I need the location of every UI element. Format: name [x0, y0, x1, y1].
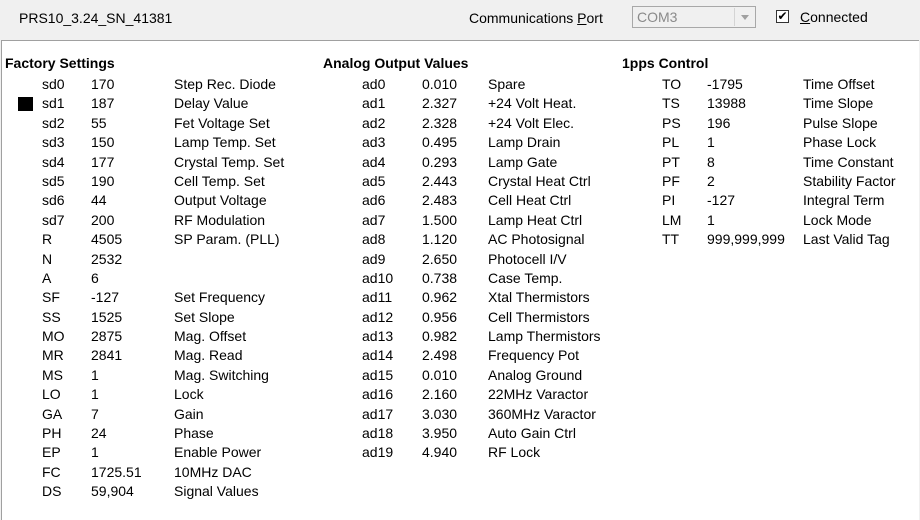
factory-setting-desc: Gain	[174, 405, 204, 422]
analog-output-row[interactable]	[322, 212, 622, 231]
top-bar	[0, 0, 920, 38]
pps-control-code: PF	[662, 172, 680, 189]
factory-setting-row[interactable]	[2, 95, 322, 114]
analog-output-row[interactable]	[322, 251, 622, 270]
factory-setting-desc: RF Modulation	[174, 211, 266, 228]
pps-control-code: PS	[662, 114, 681, 131]
comm-port-value: COM3	[637, 9, 678, 25]
analog-output-desc: Lamp Gate	[488, 153, 558, 170]
pps-control-value: 999,999,999	[707, 231, 785, 248]
pps-control-desc: Stability Factor	[803, 172, 896, 189]
settings-panel	[1, 40, 919, 520]
analog-output-desc: Frequency Pot	[488, 347, 580, 364]
pps-control-code: PT	[662, 153, 680, 170]
analog-output-code: ad12	[362, 308, 394, 325]
factory-setting-code: DS	[42, 483, 62, 500]
factory-setting-code: MR	[42, 347, 64, 364]
pps-control-value: 8	[707, 153, 715, 170]
factory-setting-row[interactable]	[2, 347, 322, 366]
factory-setting-row[interactable]	[2, 154, 322, 173]
analog-output-desc: +24 Volt Elec.	[488, 114, 575, 131]
factory-setting-row[interactable]	[2, 425, 322, 444]
pps-control-value: -127	[707, 192, 736, 209]
factory-setting-row[interactable]	[2, 251, 322, 270]
analog-output-value: 3.030	[422, 405, 458, 422]
analog-output-desc: Lamp Drain	[488, 134, 561, 151]
analog-output-code: ad4	[362, 153, 386, 170]
analog-output-value: 3.950	[422, 425, 458, 442]
factory-setting-value: 44	[91, 192, 107, 209]
factory-setting-code: sd0	[42, 76, 65, 92]
analog-output-desc: Case Temp.	[488, 269, 563, 286]
factory-setting-value: 6	[91, 269, 99, 286]
factory-setting-code: R	[42, 231, 53, 248]
analog-output-code: ad11	[362, 289, 393, 306]
analog-output-code: ad15	[362, 366, 394, 383]
factory-setting-code: FC	[42, 463, 61, 480]
factory-setting-desc: Signal Values	[174, 483, 259, 500]
analog-output-value: 2.483	[422, 192, 458, 209]
analog-output-desc: Lamp Heat Ctrl	[488, 211, 583, 228]
factory-setting-desc: Crystal Temp. Set	[174, 153, 285, 170]
pps-control-row[interactable]	[622, 173, 918, 192]
factory-setting-code: sd4	[42, 153, 65, 170]
pps-control-code: LM	[662, 211, 682, 228]
analog-output-row[interactable]	[322, 309, 622, 328]
comm-port-select[interactable]	[632, 6, 756, 28]
factory-setting-code: EP	[42, 444, 61, 461]
pps-control-value: 1	[707, 134, 715, 151]
factory-settings-heading: Factory Settings	[5, 55, 115, 71]
analog-output-value: 0.962	[422, 289, 458, 306]
analog-output-row[interactable]	[322, 386, 622, 405]
factory-setting-desc: Enable Power	[174, 444, 262, 461]
pps-control-code: TT	[662, 231, 680, 248]
factory-setting-row[interactable]	[2, 134, 322, 153]
pps-control-code: TO	[662, 76, 682, 92]
factory-setting-desc: Mag. Read	[174, 347, 243, 364]
factory-setting-row[interactable]	[2, 212, 322, 231]
pps-control-row[interactable]	[622, 134, 918, 153]
analog-output-value: 2.498	[422, 347, 458, 364]
device-title: PRS10_3.24_SN_41381	[19, 10, 173, 26]
pps-control-desc: Time Slope	[803, 95, 874, 112]
analog-output-row[interactable]	[322, 154, 622, 173]
pps-control-value: 13988	[707, 95, 746, 112]
factory-setting-desc: Mag. Switching	[174, 366, 269, 383]
analog-output-row[interactable]	[322, 425, 622, 444]
factory-setting-desc: Set Frequency	[174, 289, 266, 306]
pps-control-heading: 1pps Control	[622, 55, 709, 71]
comm-port-label	[469, 10, 603, 26]
analog-output-code: ad10	[362, 269, 394, 286]
factory-setting-value: -127	[91, 289, 120, 306]
analog-output-value: 0.495	[422, 134, 458, 151]
factory-setting-row[interactable]	[2, 386, 322, 405]
analog-output-desc: Cell Thermistors	[488, 308, 590, 325]
factory-setting-value: 200	[91, 211, 115, 228]
analog-output-code: ad17	[362, 405, 394, 422]
comm-port-label-pre: Communications	[469, 10, 578, 26]
analog-output-code: ad8	[362, 231, 386, 248]
analog-output-code: ad18	[362, 425, 394, 442]
factory-setting-desc: SP Param. (PLL)	[174, 231, 280, 248]
factory-setting-value: 170	[91, 76, 115, 92]
pps-control-desc: Lock Mode	[803, 211, 872, 228]
factory-setting-value: 1	[91, 444, 99, 461]
analog-output-code: ad1	[362, 95, 386, 112]
pps-control-row[interactable]	[622, 76, 918, 95]
factory-setting-code: SS	[42, 308, 61, 325]
analog-output-desc: Spare	[488, 76, 526, 92]
factory-setting-code: sd7	[42, 211, 65, 228]
analog-output-desc: Lamp Thermistors	[488, 328, 601, 345]
analog-output-value: 0.956	[422, 308, 458, 325]
analog-output-value: 4.940	[422, 444, 458, 461]
selected-row-marker-icon	[18, 97, 33, 111]
factory-setting-row[interactable]	[2, 328, 322, 347]
analog-output-desc: Analog Ground	[488, 366, 583, 383]
factory-setting-row[interactable]	[2, 444, 322, 463]
analog-output-value: 2.160	[422, 386, 458, 403]
pps-control-desc: Integral Term	[803, 192, 885, 209]
pps-control-row[interactable]	[622, 192, 918, 211]
factory-setting-row[interactable]	[2, 309, 322, 328]
factory-setting-value: 2532	[91, 250, 123, 267]
analog-output-code: ad16	[362, 386, 394, 403]
analog-output-value: 0.010	[422, 76, 458, 92]
analog-output-desc: Cell Heat Ctrl	[488, 192, 572, 209]
analog-output-code: ad9	[362, 250, 386, 267]
factory-setting-value: 1725.51	[91, 463, 142, 480]
factory-setting-row[interactable]	[2, 406, 322, 425]
pps-control-row[interactable]	[622, 95, 918, 114]
comm-port-dropdown-button[interactable]	[734, 8, 754, 26]
analog-output-row[interactable]	[322, 115, 622, 134]
factory-setting-value: 2875	[91, 328, 123, 345]
analog-output-row[interactable]	[322, 444, 622, 463]
analog-output-row[interactable]	[322, 367, 622, 386]
connected-checkbox[interactable]: ✔	[777, 9, 788, 23]
pps-control-desc: Time Offset	[803, 76, 875, 92]
factory-setting-row[interactable]	[2, 367, 322, 386]
pps-control-row[interactable]	[622, 115, 918, 134]
factory-setting-code: sd6	[42, 192, 65, 209]
factory-setting-row[interactable]	[2, 115, 322, 134]
analog-output-code: ad5	[362, 172, 386, 189]
pps-control-desc: Time Constant	[803, 153, 894, 170]
analog-output-code: ad6	[362, 192, 386, 209]
factory-setting-desc: Phase	[174, 425, 214, 442]
analog-output-desc: +24 Volt Heat.	[488, 95, 577, 112]
pps-control-code: PL	[662, 134, 680, 151]
analog-output-row[interactable]	[322, 328, 622, 347]
pps-control-desc: Phase Lock	[803, 134, 877, 151]
factory-setting-code: SF	[42, 289, 60, 306]
factory-setting-code: PH	[42, 425, 62, 442]
factory-setting-code: LO	[42, 386, 61, 403]
factory-setting-value: 190	[91, 172, 115, 189]
factory-setting-row[interactable]	[2, 76, 322, 95]
analog-output-row[interactable]	[322, 134, 622, 153]
factory-setting-value: 55	[91, 114, 107, 131]
analog-output-value: 1.120	[422, 231, 458, 248]
factory-setting-code: A	[42, 269, 52, 286]
pps-control-desc: Last Valid Tag	[803, 231, 890, 248]
analog-output-value: 2.650	[422, 250, 458, 267]
analog-output-value: 0.010	[422, 366, 458, 383]
pps-control-list	[622, 76, 918, 251]
factory-setting-value: 1	[91, 366, 99, 383]
analog-output-desc: Crystal Heat Ctrl	[488, 172, 591, 189]
factory-setting-value: 1525	[91, 308, 123, 325]
pps-control-value: 196	[707, 114, 731, 131]
factory-setting-value: 24	[91, 425, 107, 442]
connected-label-key: C	[800, 9, 811, 25]
analog-output-list	[322, 76, 622, 464]
comm-port-label-key: P	[577, 10, 587, 26]
analog-output-desc: AC Photosignal	[488, 231, 585, 248]
factory-setting-row[interactable]	[2, 231, 322, 250]
analog-output-desc: Auto Gain Ctrl	[488, 425, 576, 442]
analog-output-desc: 360MHz Varactor	[488, 405, 596, 422]
analog-output-code: ad2	[362, 114, 386, 131]
analog-output-row[interactable]	[322, 76, 622, 95]
analog-output-code: ad14	[362, 347, 394, 364]
analog-output-row[interactable]	[322, 347, 622, 366]
analog-output-desc: Photocell I/V	[488, 250, 567, 267]
factory-setting-value: 59,904	[91, 483, 134, 500]
analog-output-code: ad7	[362, 211, 386, 228]
chevron-down-icon	[741, 15, 749, 20]
factory-setting-desc: Lock	[174, 386, 204, 403]
analog-output-row[interactable]	[322, 95, 622, 114]
factory-setting-desc: Output Voltage	[174, 192, 267, 209]
factory-setting-value: 177	[91, 153, 115, 170]
factory-setting-desc: Lamp Temp. Set	[174, 134, 276, 151]
factory-setting-desc: Step Rec. Diode	[174, 76, 276, 92]
analog-output-row[interactable]	[322, 173, 622, 192]
analog-output-row[interactable]	[322, 192, 622, 211]
factory-setting-value: 187	[91, 95, 115, 112]
analog-output-value: 0.738	[422, 269, 458, 286]
factory-setting-desc: Delay Value	[174, 95, 249, 112]
pps-control-row[interactable]	[622, 154, 918, 173]
pps-control-value: -1795	[707, 76, 743, 92]
factory-setting-code: N	[42, 250, 53, 267]
pps-control-desc: Pulse Slope	[803, 114, 878, 131]
connected-label[interactable]	[800, 9, 868, 25]
factory-setting-value: 4505	[91, 231, 123, 248]
factory-setting-code: sd1	[42, 95, 65, 112]
factory-setting-code: sd3	[42, 134, 65, 151]
comm-port-label-post: ort	[586, 10, 603, 26]
factory-setting-desc: Cell Temp. Set	[174, 172, 265, 189]
analog-output-value: 2.443	[422, 172, 458, 189]
analog-output-value: 1.500	[422, 211, 458, 228]
factory-setting-desc: Mag. Offset	[174, 328, 247, 345]
pps-control-code: PI	[662, 192, 676, 209]
factory-setting-desc: Fet Voltage Set	[174, 114, 270, 131]
connected-label-post: onnected	[810, 9, 868, 25]
factory-setting-value: 7	[91, 405, 99, 422]
analog-output-code: ad3	[362, 134, 386, 151]
factory-setting-value: 2841	[91, 347, 123, 364]
analog-output-value: 0.293	[422, 153, 458, 170]
analog-output-code: ad19	[362, 444, 394, 461]
analog-output-row[interactable]	[322, 406, 622, 425]
pps-control-row[interactable]	[622, 231, 918, 250]
factory-setting-row[interactable]	[2, 464, 322, 483]
factory-setting-desc: Set Slope	[174, 308, 235, 325]
factory-setting-row[interactable]	[2, 483, 322, 502]
factory-setting-row[interactable]	[2, 192, 322, 211]
analog-output-heading: Analog Output Values	[323, 55, 469, 71]
pps-control-value: 2	[707, 172, 715, 189]
analog-output-code: ad13	[362, 328, 394, 345]
factory-setting-row[interactable]	[2, 270, 322, 289]
analog-output-row[interactable]	[322, 231, 622, 250]
pps-control-code: TS	[662, 95, 680, 112]
factory-setting-value: 150	[91, 134, 115, 151]
factory-setting-code: sd2	[42, 114, 65, 131]
pps-control-row[interactable]	[622, 212, 918, 231]
factory-settings-list	[2, 76, 322, 503]
analog-output-value: 2.328	[422, 114, 458, 131]
analog-output-value: 0.982	[422, 328, 458, 345]
factory-setting-row[interactable]	[2, 289, 322, 308]
factory-setting-desc: 10MHz DAC	[174, 463, 252, 480]
analog-output-code: ad0	[362, 76, 386, 92]
factory-setting-code: sd5	[42, 172, 65, 189]
analog-output-desc: 22MHz Varactor	[488, 386, 589, 403]
pps-control-value: 1	[707, 211, 715, 228]
analog-output-desc: Xtal Thermistors	[488, 289, 590, 306]
factory-setting-row[interactable]	[2, 173, 322, 192]
factory-setting-code: MO	[42, 328, 65, 345]
factory-setting-code: GA	[42, 405, 63, 422]
factory-setting-code: MS	[42, 366, 63, 383]
factory-setting-value: 1	[91, 386, 99, 403]
analog-output-desc: RF Lock	[488, 444, 541, 461]
analog-output-row[interactable]	[322, 270, 622, 289]
analog-output-value: 2.327	[422, 95, 458, 112]
analog-output-row[interactable]	[322, 289, 622, 308]
